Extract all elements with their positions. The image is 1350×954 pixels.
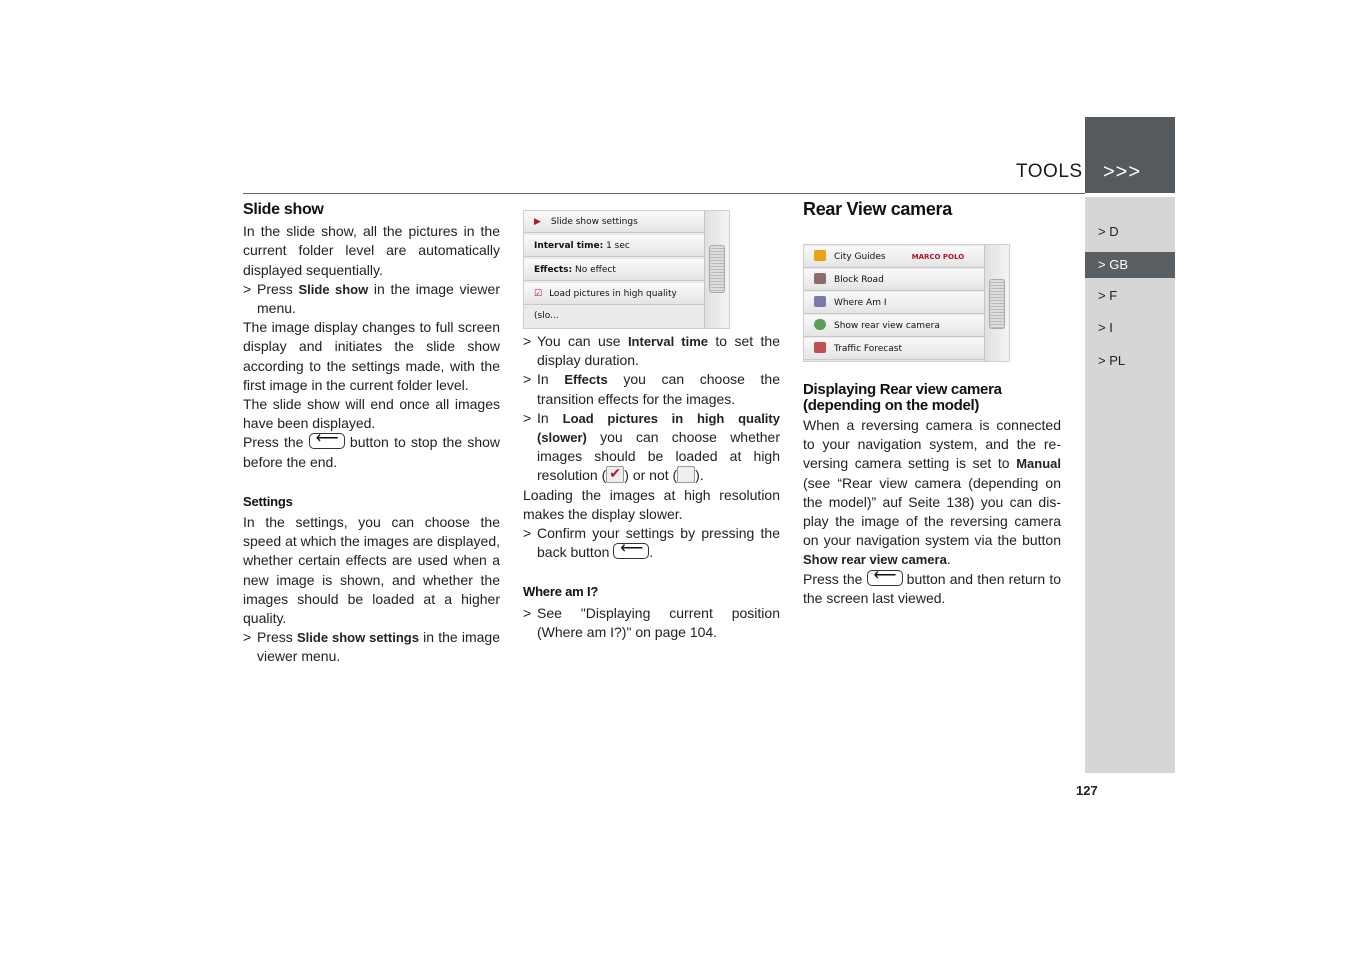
column-rear-view [803, 200, 1061, 219]
heading-settings: Settings [243, 493, 293, 509]
marco-polo-logo: MARCO POLO [911, 253, 965, 261]
interval-time-row: Interval time: 1 sec [524, 235, 704, 257]
heading-displaying-rear-view: Displaying Rear view camera (depending on the model) [803, 381, 1002, 414]
instruction-step: > Press Slide show in the image viewer menu. [243, 280, 500, 317]
where-am-i-icon [814, 296, 826, 307]
lang-i[interactable]: > I [1098, 320, 1113, 335]
checkbox-empty-icon [677, 466, 695, 483]
next-arrows[interactable]: >>> [1103, 161, 1142, 183]
lang-f[interactable]: > F [1098, 288, 1118, 303]
back-button-icon [867, 570, 903, 586]
rear-camera-icon [814, 319, 826, 330]
instruction-step: > You can use Interval time to set the display duration. [523, 333, 781, 369]
column-settings [523, 332, 780, 642]
paragraph: Press the ⟵ button to stop the show before the end. [243, 433, 500, 471]
paragraph: Press the ⟵ button and then return to the screen last viewed. [803, 570, 1061, 608]
lang-gb[interactable]: > GB [1085, 252, 1175, 278]
back-button-icon [613, 543, 649, 559]
instruction-step: > Confirm your settings by pressing the back button ⟵ . [523, 524, 780, 562]
high-quality-row: ☑ Load pictures in high quality (slo... [524, 283, 704, 305]
menu-item-city-guides: City Guides MARCO POLO [804, 246, 984, 268]
checkbox-checked-icon: ☑ [534, 289, 543, 299]
paragraph: The slide show will end once all images have been displayed. [243, 396, 500, 432]
column-rear-view-body [803, 382, 1061, 608]
lang-d[interactable]: > D [1098, 224, 1119, 239]
section-title: TOOLS [1016, 161, 1083, 182]
menu-item-where-am-i: Where Am I [804, 292, 984, 314]
lang-pl[interactable]: > PL [1098, 353, 1126, 368]
menu-item-traffic-forecast: Traffic Forecast [804, 338, 984, 360]
checkbox-checked-icon [606, 466, 624, 483]
scrollbar [984, 245, 1009, 361]
tools-menu-screenshot [803, 244, 1010, 362]
instruction-step: > In Load pictures in high quality (slower) you can choose whether images should be loaded at high resolution (✔ ) or not ( ). [523, 409, 780, 486]
block-road-icon [814, 273, 826, 284]
language-sidebar [1085, 197, 1175, 773]
traffic-forecast-icon [814, 342, 826, 353]
paragraph: Loading the images at high resolution makes the display slower. [523, 486, 780, 522]
slide-show-settings-screenshot [523, 210, 730, 329]
city-guides-icon [814, 250, 826, 261]
back-button-icon [309, 433, 345, 449]
menu-item-show-rear-view-camera: Show rear view camera [804, 315, 984, 337]
paragraph: In the settings, you can choose the speed at which the images are displayed, whether certain effects are used when a new image is shown, and whether the images should be loaded at a higher quality. [243, 514, 500, 627]
column-slide-show [243, 200, 500, 667]
paragraph: In the slide show, all the pictures in the current folder level are automatically displayed sequentially. [243, 223, 500, 278]
paragraph: When a reversing camera is connected to your navigation system, and the re-versing camera setting is set to Manual (see “Rear view camera (depending on the model)” auf Seite 138) you can dis-play the image of the reversing camera on your navigation system via the button Show rear view camera. [803, 417, 1061, 568]
play-icon: ▶ [534, 217, 541, 227]
heading-where-am-i: Where am I? [523, 584, 599, 600]
settings-title-row: ▶ Slide show settings [524, 211, 704, 233]
instruction-step: > See "Displaying current position (Where am I?)" on page 104. [523, 604, 780, 640]
instruction-step: > Press Slide show settings in the image viewer menu. [243, 629, 500, 665]
heading-slide-show: Slide show [243, 201, 324, 218]
menu-item-block-road: Block Road [804, 269, 984, 291]
heading-rear-view-camera: Rear View camera [803, 199, 952, 219]
paragraph: The image display changes to full screen display and initiates the slide show according to the settings made, with the first image in the current folder level. [243, 319, 500, 393]
instruction-step: > In Effects you can choose the transition effects for the images. [523, 371, 780, 407]
header-divider [243, 193, 1085, 194]
page-number: 127 [1076, 783, 1098, 798]
scrollbar [704, 211, 729, 328]
section-tab [1085, 117, 1175, 193]
effects-row: Effects: No effect [524, 259, 704, 281]
